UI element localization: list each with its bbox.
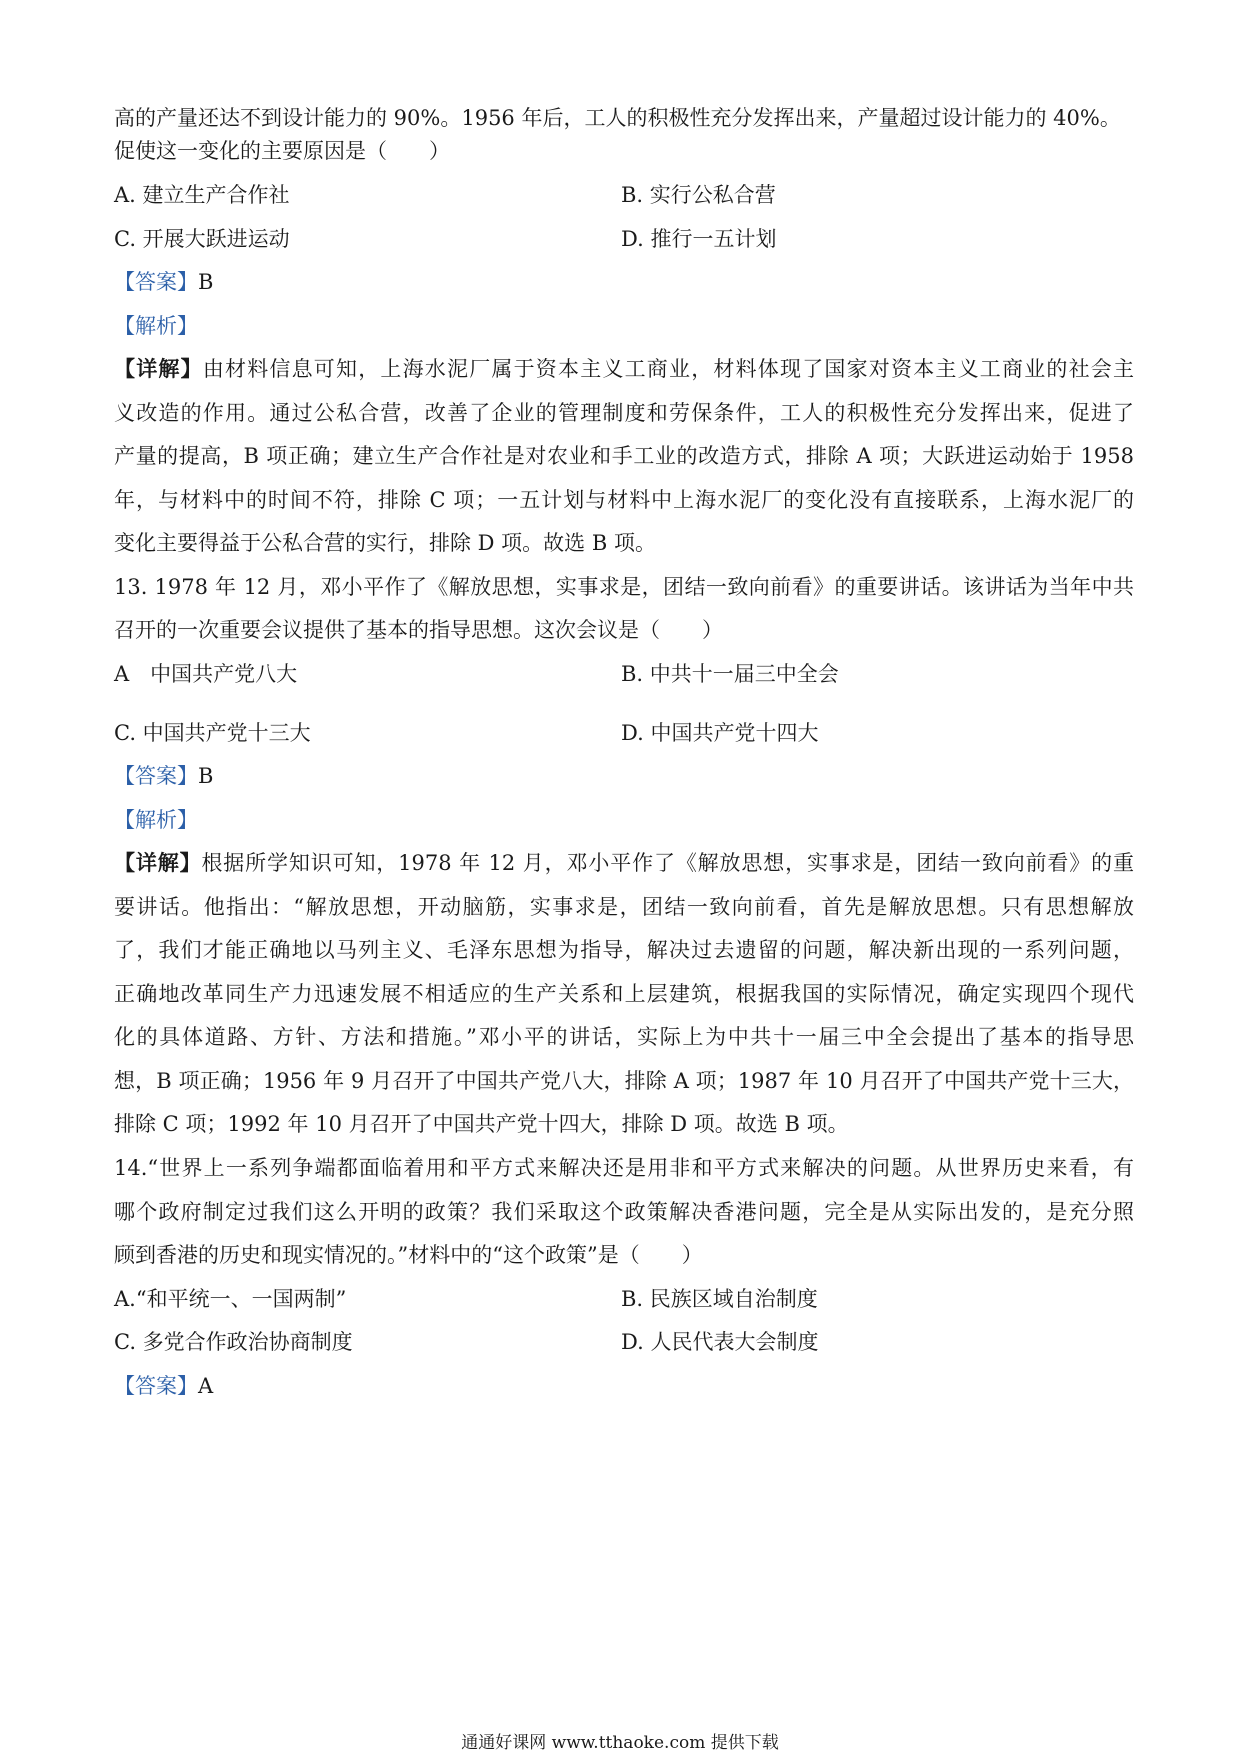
q12-detail-line-5: 变化主要得益于公私合营的实行，排除 D 项。故选 B 项。	[114, 531, 656, 555]
analysis-tag: 【解析】	[114, 314, 198, 338]
q13-stem-line-2: 召开的一次重要会议提供了基本的指导思想。这次会议是（ ）	[114, 618, 723, 642]
detail-text: 根据所学知识可知，1978 年 12 月，邓小平作了《解放思想，实事求是，团结一致向前看》的重	[201, 851, 1134, 875]
q13-detail-line-2: 要讲话。他指出：“解放思想，开动脑筋，实事求是，团结一致向前看，首先是解放思想。只有思想解放	[114, 895, 1134, 919]
q14-stem-line-1: 14.“世界上一系列争端都面临着用和平方式来解决还是用非和平方式来解决的问题。从世界历史来看，有	[114, 1156, 1134, 1180]
page-footer: 通通好课网 www.tthaoke.com 提供下载	[461, 1733, 779, 1753]
q14-answer	[114, 1371, 1134, 1401]
answer-value: B	[198, 764, 214, 788]
q13-detail-line-6: 想，B 项正确；1956 年 9 月召开了中国共产党八大，排除 A 项；1987 年 10 月召开了中国共产党十三大，	[114, 1069, 1134, 1093]
detail-tag: 【详解】	[114, 356, 203, 381]
q12-option-d: D. 推行一五计划	[621, 227, 777, 251]
q12-option-c: C. 开展大跃进运动	[114, 227, 290, 251]
q12-option-a: A. 建立生产合作社	[114, 183, 290, 207]
q12-detail-line-4: 年，与材料中的时间不符，排除 C 项；一五计划与材料中上海水泥厂的变化没有直接联系，上海水泥厂的	[114, 488, 1134, 512]
q13-answer	[114, 761, 1134, 791]
q14-option-d: D. 人民代表大会制度	[621, 1330, 819, 1354]
q13-option-d: D. 中国共产党十四大	[621, 721, 819, 745]
q13-option-b: B. 中共十一届三中全会	[621, 662, 839, 686]
q13-option-a: A 中国共产党八大	[114, 662, 298, 686]
q13-detail-line-5: 化的具体道路、方针、方法和措施。”邓小平的讲话，实际上为中共十一届三中全会提出了基本的指导思	[114, 1025, 1134, 1049]
detail-text: 由材料信息可知，上海水泥厂属于资本主义工商业，材料体现了国家对资本主义工商业的社会主	[202, 357, 1135, 381]
answer-value: A	[198, 1374, 214, 1398]
q14-option-b: B. 民族区域自治制度	[621, 1287, 818, 1311]
analysis-tag: 【解析】	[114, 808, 198, 832]
answer-tag: 【答案】	[114, 1374, 198, 1398]
q12-stem-line-2: 促使这一变化的主要原因是（ ）	[114, 139, 450, 163]
q12-answer	[114, 267, 1134, 297]
q12-stem-line-1: 高的产量还达不到设计能力的 90%。1956 年后，工人的积极性充分发挥出来，产量超过设计能力的 40%。	[114, 106, 1121, 130]
q13-option-c: C. 中国共产党十三大	[114, 721, 311, 745]
q13-detail-line-4: 正确地改革同生产力迅速发展不相适应的生产关系和上层建筑，根据我国的实际情况，确定实现四个现代	[114, 982, 1134, 1006]
q12-option-b: B. 实行公私合营	[621, 183, 776, 207]
q13-stem-line-1: 13. 1978 年 12 月，邓小平作了《解放思想，实事求是，团结一致向前看》的重要讲话。该讲话为当年中共	[114, 575, 1134, 599]
q13-analysis	[114, 805, 1134, 835]
answer-value: B	[198, 270, 214, 294]
q12-detail-line-3: 产量的提高，B 项正确；建立生产合作社是对农业和手工业的改造方式，排除 A 项；大跃进运动始于 1958	[114, 444, 1134, 468]
detail-tag: 【详解】	[114, 850, 202, 875]
q12-detail-line-1	[114, 354, 1134, 384]
q12-detail-line-2: 义改造的作用。通过公私合营，改善了企业的管理制度和劳保条件，工人的积极性充分发挥出来，促进了	[114, 401, 1134, 425]
q14-option-a: A.“和平统一、一国两制”	[114, 1287, 347, 1311]
q13-detail-line-3: 了，我们才能正确地以马列主义、毛泽东思想为指导，解决过去遗留的问题，解决新出现的一系列问题，	[114, 938, 1134, 962]
q13-detail-line-1	[114, 848, 1134, 878]
q12-analysis	[114, 311, 1134, 341]
q14-stem-line-3: 顾到香港的历史和现实情况的。”材料中的“这个政策”是（ ）	[114, 1243, 703, 1267]
answer-tag: 【答案】	[114, 764, 198, 788]
q14-stem-line-2: 哪个政府制定过我们这么开明的政策？我们采取这个政策解决香港问题，完全是从实际出发的，是充分照	[114, 1200, 1134, 1224]
q14-option-c: C. 多党合作政治协商制度	[114, 1330, 353, 1354]
answer-tag: 【答案】	[114, 270, 198, 294]
q13-detail-line-7: 排除 C 项；1992 年 10 月召开了中国共产党十四大，排除 D 项。故选 B 项。	[114, 1112, 849, 1136]
